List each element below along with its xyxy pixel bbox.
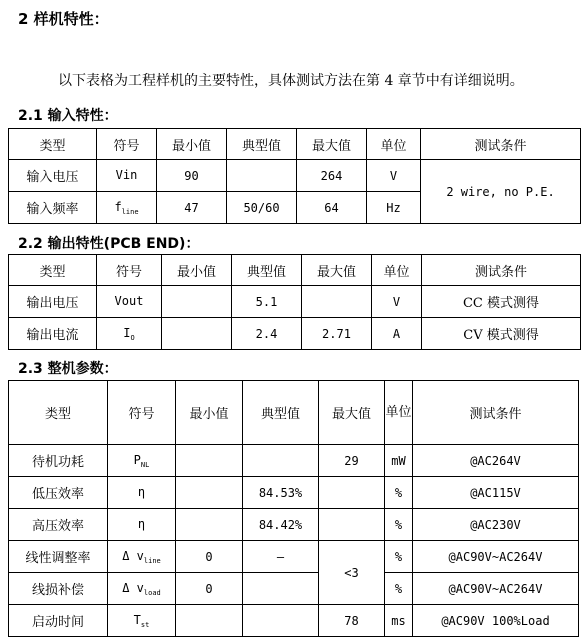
header-cell: 符号 bbox=[97, 129, 157, 160]
table-row bbox=[9, 605, 579, 637]
type-cell: 线性调整率 bbox=[9, 541, 108, 573]
max-cell: 264 bbox=[297, 160, 367, 192]
table-row bbox=[9, 541, 579, 573]
header-cell: 最大值 bbox=[319, 381, 385, 445]
symbol-cell: Vout bbox=[97, 286, 162, 318]
symbol-cell: $T_{st}$ bbox=[108, 605, 176, 637]
symbol-cell: Vin bbox=[97, 160, 157, 192]
max-cell bbox=[302, 286, 372, 318]
machine-heading: 2.3 整机参数： bbox=[18, 361, 118, 377]
min-cell bbox=[162, 286, 232, 318]
header-cell: 类型 bbox=[9, 129, 97, 160]
condition-cell: @AC230V bbox=[413, 509, 579, 541]
section-title: 2 样机特性： bbox=[18, 10, 109, 28]
table-row bbox=[9, 160, 581, 192]
typ-cell: 84.53% bbox=[243, 477, 319, 509]
header-cell: 单位 bbox=[385, 381, 413, 445]
header-cell: 最小值 bbox=[157, 129, 227, 160]
unit-cell: % bbox=[385, 477, 413, 509]
header-cell: 测试条件 bbox=[422, 255, 581, 286]
output-heading: 2.2 输出特性(PCB END)： bbox=[18, 236, 200, 252]
unit-cell: mW bbox=[385, 445, 413, 477]
condition-cell: @AC90V~AC264V bbox=[413, 573, 579, 605]
condition-cell: CC 模式测得 bbox=[422, 286, 581, 318]
typ-cell bbox=[243, 605, 319, 637]
header-cell: 单位 bbox=[367, 129, 421, 160]
header-cell: 测试条件 bbox=[413, 381, 579, 445]
input-heading: 2.1 输入特性： bbox=[18, 108, 118, 124]
condition-cell: @AC115V bbox=[413, 477, 579, 509]
type-cell: 输入电压 bbox=[9, 160, 97, 192]
max-cell: 2.71 bbox=[302, 318, 372, 350]
unit-cell: ms bbox=[385, 605, 413, 637]
typ-cell bbox=[243, 573, 319, 605]
max-cell: 64 bbox=[297, 192, 367, 224]
min-cell bbox=[176, 477, 243, 509]
max-cell bbox=[319, 509, 385, 541]
type-cell: 高压效率 bbox=[9, 509, 108, 541]
machine-table bbox=[8, 380, 579, 637]
unit-cell: Hz bbox=[367, 192, 421, 224]
typ-cell: 5.1 bbox=[232, 286, 302, 318]
header-cell: 最小值 bbox=[162, 255, 232, 286]
header-cell: 典型值 bbox=[243, 381, 319, 445]
type-cell: 低压效率 bbox=[9, 477, 108, 509]
condition-cell: @AC264V bbox=[413, 445, 579, 477]
type-cell: 启动时间 bbox=[9, 605, 108, 637]
header-cell: 类型 bbox=[9, 255, 97, 286]
unit-cell: V bbox=[367, 160, 421, 192]
type-cell: 输出电压 bbox=[9, 286, 97, 318]
table-row bbox=[9, 286, 581, 318]
type-cell: 待机功耗 bbox=[9, 445, 108, 477]
header-cell: 典型值 bbox=[232, 255, 302, 286]
header-cell: 测试条件 bbox=[421, 129, 581, 160]
table-header-row bbox=[9, 129, 581, 160]
unit-cell: % bbox=[385, 541, 413, 573]
max-cell bbox=[319, 477, 385, 509]
symbol-cell: $f_{line}$ bbox=[97, 192, 157, 224]
header-cell: 类型 bbox=[9, 381, 108, 445]
header-cell: 符号 bbox=[97, 255, 162, 286]
min-cell: 0 bbox=[176, 573, 243, 605]
symbol-cell: Δ $v_{line}$ bbox=[108, 541, 176, 573]
condition-cell: @AC90V~AC264V bbox=[413, 541, 579, 573]
max-cell: 78 bbox=[319, 605, 385, 637]
max-cell-merged: <3 bbox=[319, 541, 385, 605]
intro-text: 以下表格为工程样机的主要特性，具体测试方法在第 4 章节中有详细说明。 bbox=[58, 73, 524, 89]
header-cell: 最大值 bbox=[297, 129, 367, 160]
typ-cell bbox=[227, 160, 297, 192]
table-row bbox=[9, 318, 581, 350]
symbol-cell: Δ $v_{load}$ bbox=[108, 573, 176, 605]
unit-cell: V bbox=[372, 286, 422, 318]
header-cell: 最大值 bbox=[302, 255, 372, 286]
unit-cell: % bbox=[385, 509, 413, 541]
type-cell: 输入频率 bbox=[9, 192, 97, 224]
condition-cell: @AC90V 100%Load bbox=[413, 605, 579, 637]
condition-cell: CV 模式测得 bbox=[422, 318, 581, 350]
header-cell: 符号 bbox=[108, 381, 176, 445]
table-row bbox=[9, 573, 579, 605]
symbol-cell: $I_O$ bbox=[97, 318, 162, 350]
min-cell bbox=[162, 318, 232, 350]
typ-cell: 84.42% bbox=[243, 509, 319, 541]
table-header-row bbox=[9, 381, 579, 445]
typ-cell: – bbox=[243, 541, 319, 573]
table-row bbox=[9, 509, 579, 541]
header-cell: 最小值 bbox=[176, 381, 243, 445]
unit-cell: % bbox=[385, 573, 413, 605]
typ-cell: 50/60 bbox=[227, 192, 297, 224]
header-cell: 典型值 bbox=[227, 129, 297, 160]
type-cell: 输出电流 bbox=[9, 318, 97, 350]
input-table bbox=[8, 128, 581, 224]
min-cell bbox=[176, 509, 243, 541]
min-cell bbox=[176, 445, 243, 477]
min-cell: 47 bbox=[157, 192, 227, 224]
unit-cell: A bbox=[372, 318, 422, 350]
min-cell: 0 bbox=[176, 541, 243, 573]
symbol-cell: η bbox=[108, 509, 176, 541]
type-cell: 线损补偿 bbox=[9, 573, 108, 605]
symbol-cell: η bbox=[108, 477, 176, 509]
table-row bbox=[9, 477, 579, 509]
min-cell bbox=[176, 605, 243, 637]
max-cell: 29 bbox=[319, 445, 385, 477]
symbol-cell: $P_{NL}$ bbox=[108, 445, 176, 477]
output-table bbox=[8, 254, 581, 350]
table-row bbox=[9, 445, 579, 477]
typ-cell: 2.4 bbox=[232, 318, 302, 350]
condition-cell: 2 wire, no P.E. bbox=[421, 160, 581, 224]
typ-cell bbox=[243, 445, 319, 477]
min-cell: 90 bbox=[157, 160, 227, 192]
header-cell: 单位 bbox=[372, 255, 422, 286]
table-header-row bbox=[9, 255, 581, 286]
